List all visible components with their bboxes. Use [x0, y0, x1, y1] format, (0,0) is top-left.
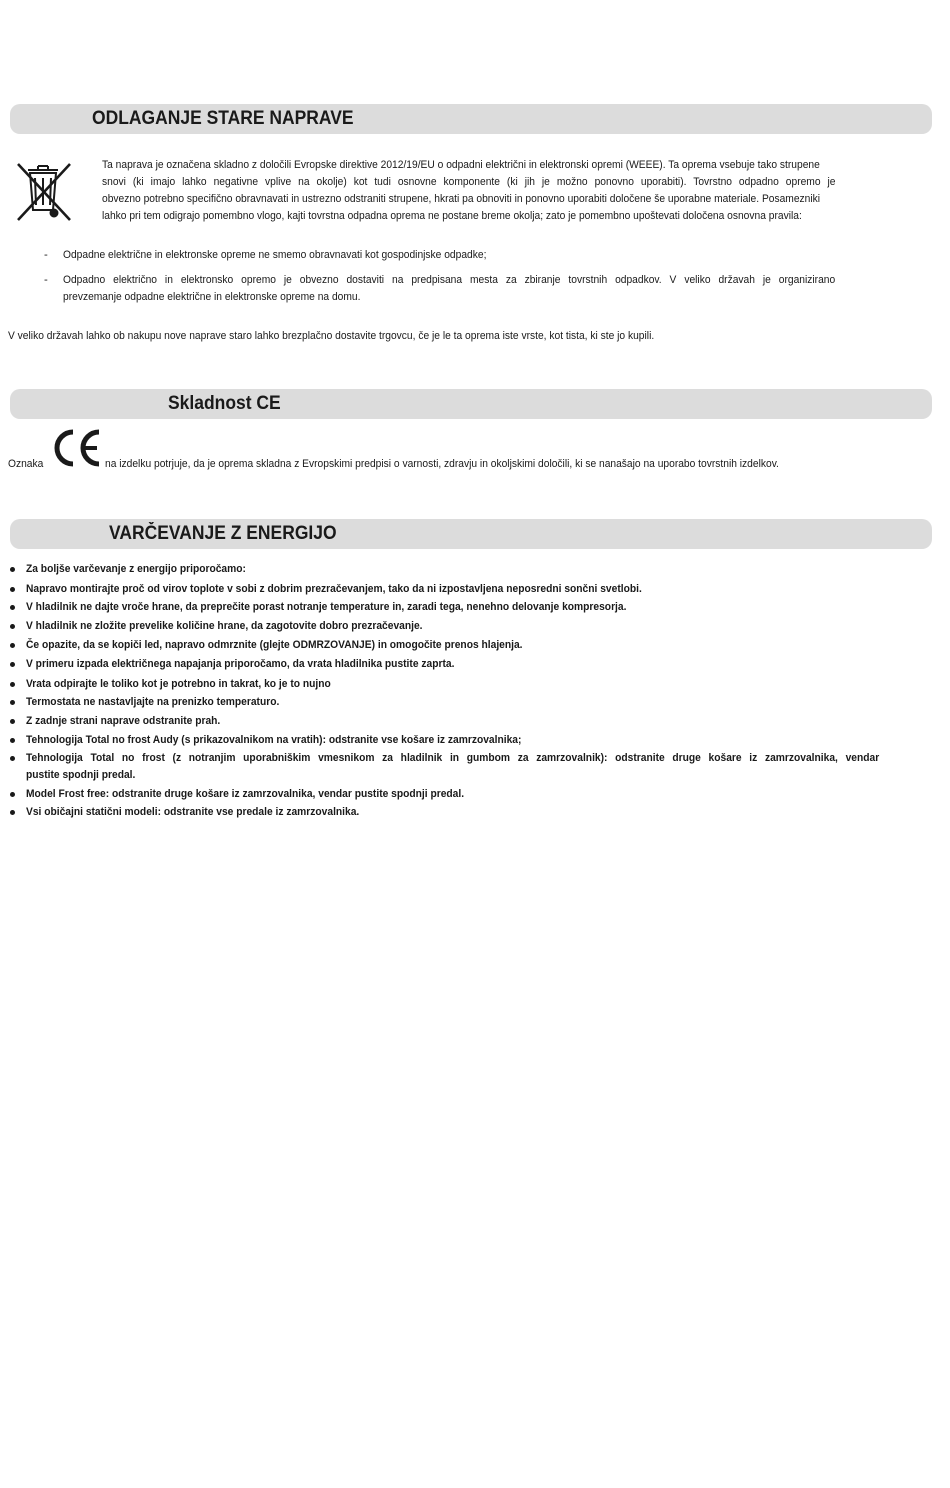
section-title-ce: Skladnost CE [168, 393, 281, 414]
crossed-out-wheelie-bin-icon [14, 160, 74, 224]
section-header-energy [10, 519, 932, 549]
section-title-disposal: ODLAGANJE STARE NAPRAVE [92, 108, 354, 129]
disposal-footer: V veliko državah lahko ob nakupu nove naprave staro lahko brezplačno dostavite trgovcu, če je le ta oprema iste vrste, kot tista, ki ste jo kupili. [8, 330, 655, 342]
rule-2-line-1: Odpadno električno in elektronsko opremo je obvezno dostaviti na predpisana mesta za zbiranje tovrstnih odpadkov. V veliko državah je organizirano [63, 274, 836, 286]
rule-1-line-1: Odpadne električne in elektronske opreme ne smemo obravnavati kot gospodinjske odpadke; [63, 249, 487, 261]
ce-mark-icon [53, 428, 103, 468]
disposal-intro-line-3: obvezno potrebno specifično obravnavati in ustrezno odstraniti strupene, hkrati pa obnoviti in ponovno uporabiti določene še uporabne materiale. Posamezniki [102, 193, 821, 205]
section-header-ce [10, 389, 932, 419]
disposal-intro-line-1: Ta naprava je označena skladno z določili Evropske direktive 2012/19/EU o odpadni električni in elektronski opremi (WEEE). Ta oprema vsebuje tako strupene [102, 159, 820, 171]
ce-text: na izdelku potrjuje, da je oprema skladna z Evropskimi predpisi o varnosti, zdravju in okoljskimi določili, ki se nanašajo na uporabo tovrstnih izdelkov. [105, 458, 779, 470]
ce-prefix: Oznaka [8, 458, 44, 470]
rule-marker-2: - [44, 274, 48, 286]
rule-2-line-2: prevzemanje odpadne električne in elektronske opreme na domu. [63, 291, 361, 303]
section-title-energy: VARČEVANJE Z ENERGIJO [109, 523, 337, 544]
section-header-disposal [10, 104, 932, 134]
rule-marker-1: - [44, 249, 48, 261]
disposal-intro-line-4: lahko pri tem odigrajo pomembno vlogo, kajti tovrstna odpadna oprema ne postane breme okolja; zato je pomembno upoštevati določena osnovna pravila: [102, 210, 802, 222]
disposal-intro-line-2: snovi (ki imajo lahko negativne vplive na okolje) kot tudi osnovne komponente (ki jih je možno ponovno uporabiti). Tovrstno odpadno opremo je [102, 176, 836, 188]
